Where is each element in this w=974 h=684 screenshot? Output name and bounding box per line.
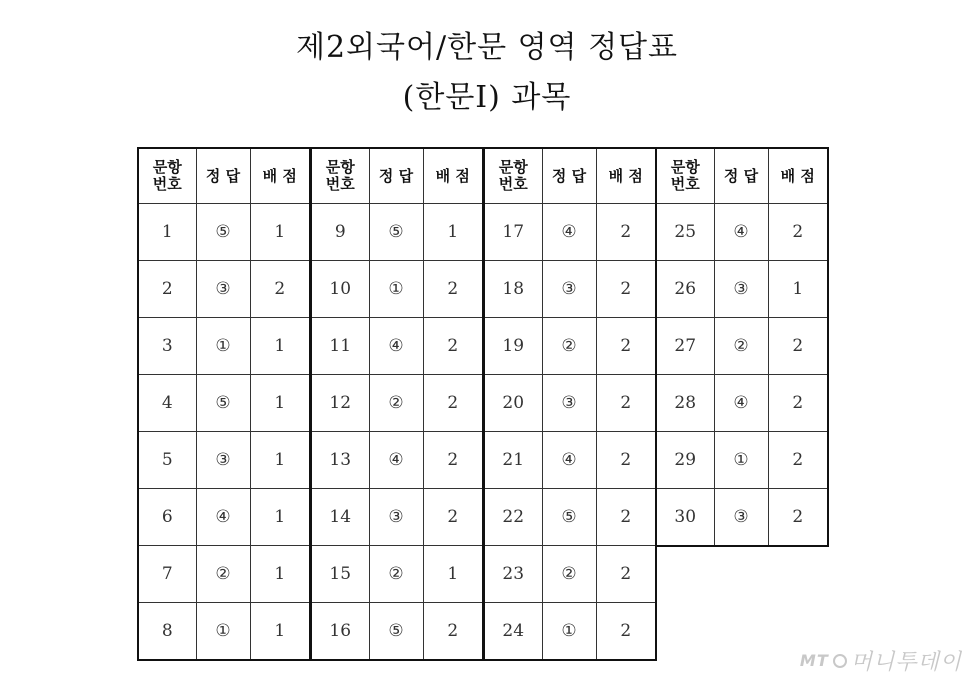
score-cell: 2: [768, 432, 828, 489]
score-cell: 2: [596, 489, 656, 546]
table-row: [484, 261, 656, 318]
score-cell: 1: [250, 546, 310, 603]
score-cell: 2: [596, 603, 656, 661]
answer-cell: ②: [714, 318, 768, 375]
question-number-cell: 11: [311, 318, 369, 375]
score-cell: 2: [423, 375, 483, 432]
header-score: 배 점: [768, 148, 828, 204]
answer-cell: ④: [542, 204, 596, 261]
score-cell: 2: [768, 318, 828, 375]
answer-cell: ①: [369, 261, 423, 318]
answer-cell: ③: [714, 261, 768, 318]
answer-cell: ④: [714, 375, 768, 432]
page-subtitle: (한문Ⅰ) 과목: [402, 80, 572, 115]
question-number-cell: 10: [311, 261, 369, 318]
score-cell: 2: [423, 318, 483, 375]
question-number-cell: 29: [656, 432, 714, 489]
table-row: [138, 318, 310, 375]
score-cell: 1: [250, 204, 310, 261]
header-score: 배 점: [423, 148, 483, 204]
table-row: [311, 204, 483, 261]
answer-table-group-4: [655, 147, 829, 547]
answer-table-group-1: [137, 147, 311, 661]
score-cell: 2: [250, 261, 310, 318]
question-number-cell: 20: [484, 375, 542, 432]
answer-cell: ④: [369, 432, 423, 489]
question-number-cell: 8: [138, 603, 196, 661]
header-answer: 정 답: [714, 148, 768, 204]
table-row: [138, 603, 310, 661]
header-score: 배 점: [250, 148, 310, 204]
header-question-number-line: 번호: [152, 175, 182, 193]
question-number-cell: 26: [656, 261, 714, 318]
header-question-number-line: 문항: [670, 158, 700, 176]
question-number-cell: 2: [138, 261, 196, 318]
table-row: [484, 432, 656, 489]
header-question-number: [484, 148, 542, 204]
question-number-cell: 24: [484, 603, 542, 661]
table-row: [138, 261, 310, 318]
header-answer: 정 답: [542, 148, 596, 204]
table-row: [138, 432, 310, 489]
table-header-row: [656, 148, 828, 204]
table-header-row: [484, 148, 656, 204]
header-question-number-line: 문항: [152, 158, 182, 176]
question-number-cell: 5: [138, 432, 196, 489]
score-cell: 1: [250, 489, 310, 546]
question-number-cell: 16: [311, 603, 369, 661]
score-cell: 1: [423, 204, 483, 261]
score-cell: 2: [596, 432, 656, 489]
table-header-row: [138, 148, 310, 204]
watermark-brand: MT: [799, 651, 829, 670]
question-number-cell: 27: [656, 318, 714, 375]
score-cell: 2: [423, 489, 483, 546]
score-cell: 2: [768, 375, 828, 432]
answer-cell: ①: [196, 318, 250, 375]
table-row: [138, 375, 310, 432]
score-cell: 2: [768, 489, 828, 547]
answer-cell: ⑤: [369, 603, 423, 661]
table-row: [138, 204, 310, 261]
question-number-cell: 21: [484, 432, 542, 489]
question-number-cell: 25: [656, 204, 714, 261]
answer-cell: ①: [542, 603, 596, 661]
answer-cell: ④: [542, 432, 596, 489]
table-row: [484, 318, 656, 375]
header-answer: 정 답: [369, 148, 423, 204]
page-title: 제2외국어/한문 영역 정답표: [295, 30, 679, 65]
answer-cell: ③: [196, 261, 250, 318]
table-row: [311, 432, 483, 489]
score-cell: 2: [596, 546, 656, 603]
score-cell: 2: [596, 204, 656, 261]
answer-cell: ③: [542, 375, 596, 432]
header-score: 배 점: [596, 148, 656, 204]
question-number-cell: 7: [138, 546, 196, 603]
question-number-cell: 9: [311, 204, 369, 261]
table-row: [656, 432, 828, 489]
table-header-row: [311, 148, 483, 204]
header-question-number-line: 번호: [670, 175, 700, 193]
question-number-cell: 22: [484, 489, 542, 546]
answer-table-group-3: [483, 147, 657, 661]
table-row: [138, 546, 310, 603]
answer-cell: ⑤: [369, 204, 423, 261]
answer-cell: ②: [196, 546, 250, 603]
score-cell: 2: [423, 261, 483, 318]
answer-cell: ④: [714, 204, 768, 261]
table-row: [484, 375, 656, 432]
score-cell: 1: [768, 261, 828, 318]
table-row: [484, 204, 656, 261]
question-number-cell: 30: [656, 489, 714, 547]
question-number-cell: 12: [311, 375, 369, 432]
header-question-number-line: 번호: [498, 175, 528, 193]
score-cell: 1: [250, 603, 310, 661]
table-row: [484, 489, 656, 546]
answer-cell: ②: [369, 375, 423, 432]
table-row: [656, 375, 828, 432]
answer-cell: ④: [196, 489, 250, 546]
answer-cell: ⑤: [196, 375, 250, 432]
header-question-number: [311, 148, 369, 204]
table-row: [484, 603, 656, 661]
score-cell: 1: [250, 318, 310, 375]
table-row: [311, 546, 483, 603]
answer-cell: ④: [369, 318, 423, 375]
answer-cell: ③: [542, 261, 596, 318]
header-question-number-line: 문항: [498, 158, 528, 176]
question-number-cell: 17: [484, 204, 542, 261]
header-answer: 정 답: [196, 148, 250, 204]
table-row: [311, 489, 483, 546]
score-cell: 2: [423, 432, 483, 489]
score-cell: 2: [596, 375, 656, 432]
question-number-cell: 3: [138, 318, 196, 375]
logo-circle-icon: [833, 654, 847, 668]
table-row: [311, 375, 483, 432]
table-row: [656, 318, 828, 375]
answer-cell: ⑤: [196, 204, 250, 261]
score-cell: 1: [250, 375, 310, 432]
answer-cell: ③: [369, 489, 423, 546]
table-row: [311, 603, 483, 661]
question-number-cell: 14: [311, 489, 369, 546]
header-question-number: [656, 148, 714, 204]
table-row: [484, 546, 656, 603]
table-row: [656, 261, 828, 318]
table-row: [656, 204, 828, 261]
watermark-logo: [800, 645, 962, 676]
header-question-number-line: 문항: [325, 158, 355, 176]
answer-cell: ①: [714, 432, 768, 489]
table-row: [656, 489, 828, 547]
answer-cell: ①: [196, 603, 250, 661]
question-number-cell: 15: [311, 546, 369, 603]
score-cell: 2: [596, 261, 656, 318]
score-cell: 1: [250, 432, 310, 489]
answer-cell: ③: [714, 489, 768, 547]
question-number-cell: 13: [311, 432, 369, 489]
answer-cell: ②: [542, 546, 596, 603]
score-cell: 2: [423, 603, 483, 661]
answer-table-group-2: [310, 147, 484, 661]
answer-cell: ②: [369, 546, 423, 603]
table-row: [138, 489, 310, 546]
answer-cell: ②: [542, 318, 596, 375]
answer-cell: ③: [196, 432, 250, 489]
question-number-cell: 4: [138, 375, 196, 432]
table-row: [311, 318, 483, 375]
score-cell: 2: [596, 318, 656, 375]
question-number-cell: 18: [484, 261, 542, 318]
question-number-cell: 23: [484, 546, 542, 603]
watermark-text: 머니투데이: [850, 650, 962, 675]
question-number-cell: 1: [138, 204, 196, 261]
score-cell: 1: [423, 546, 483, 603]
table-row: [311, 261, 483, 318]
header-question-number: [138, 148, 196, 204]
question-number-cell: 19: [484, 318, 542, 375]
score-cell: 2: [768, 204, 828, 261]
question-number-cell: 28: [656, 375, 714, 432]
header-question-number-line: 번호: [325, 175, 355, 193]
answer-cell: ⑤: [542, 489, 596, 546]
question-number-cell: 6: [138, 489, 196, 546]
